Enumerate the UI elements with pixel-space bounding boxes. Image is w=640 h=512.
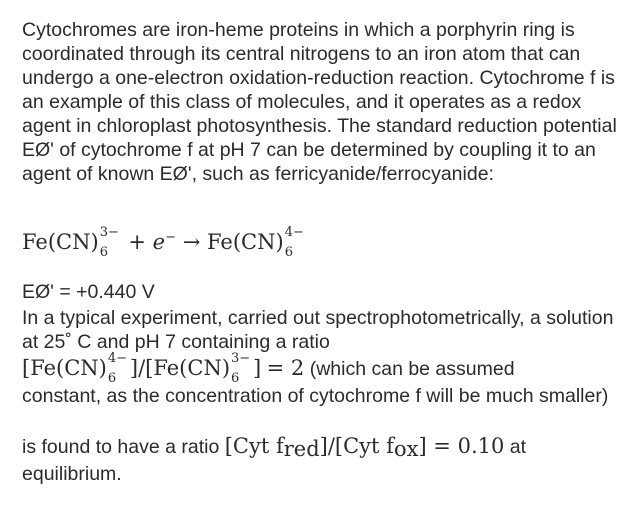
ratio-left-subscript: 6 bbox=[107, 370, 117, 386]
final-suffix: at bbox=[509, 436, 527, 458]
experiment-paragraph: In a typical experiment, carried out spectrophotometrically, a solution at 25˚ C and pH 7 containing a ratio bbox=[22, 307, 614, 353]
intro-paragraph: Cytochromes are iron-heme proteins in which a porphyrin ring is coordinated through its central nitrogens to an iron atom that can undergo a one-electron oxidation-reduction reaction. Cytochrome f is an example of this class of molecules, and it operates as a redox agent in chloroplast photosynthesis. The standard reduction potential EØ' of cytochrome f at pH 7 can be determined by coupling it to an agent of known EØ', such as ferricyanide/ferrocyanide: bbox=[22, 19, 617, 185]
ratio-middle: ]/[Fe(CN) bbox=[129, 356, 231, 380]
ratio-close: ] bbox=[253, 356, 262, 380]
product-charge: 4− bbox=[284, 224, 304, 240]
reactant-charge: 3− bbox=[99, 224, 119, 240]
cyt-between: ]/[Cyt f bbox=[319, 434, 394, 458]
product-subscript: 6 bbox=[284, 244, 293, 260]
cytochrome-ratio-line bbox=[22, 432, 526, 461]
reactant-scripts bbox=[99, 224, 122, 260]
ratio-note: (which can be assumed bbox=[309, 358, 515, 380]
electron-charge: − bbox=[165, 230, 177, 245]
ratio-right-scripts bbox=[231, 350, 253, 386]
equation-product: Fe(CN) bbox=[207, 230, 284, 254]
product-scripts bbox=[284, 224, 307, 260]
end-paragraph: equilibrium. bbox=[22, 463, 122, 485]
equation-electron: e bbox=[152, 230, 166, 254]
ferro-ferri-ratio bbox=[22, 350, 515, 386]
ratio-value: = 2 bbox=[266, 356, 305, 380]
ratio-left-scripts bbox=[107, 350, 130, 386]
red-subscript: red bbox=[283, 437, 320, 461]
ratio-right-charge: 3− bbox=[231, 350, 251, 366]
redox-equation bbox=[22, 224, 307, 260]
constant-paragraph: constant, as the concentration of cytochrome f will be much smaller) bbox=[22, 385, 609, 407]
equation-arrow: → bbox=[182, 230, 201, 254]
reactant-subscript: 6 bbox=[99, 244, 108, 260]
cyt-red: [Cyt f bbox=[224, 434, 284, 458]
equation-plus: + bbox=[128, 230, 146, 254]
ratio-left-charge: 4− bbox=[107, 350, 128, 366]
standard-potential: EØ' = +0.440 V bbox=[22, 281, 155, 303]
equation-reactant: Fe(CN) bbox=[22, 230, 99, 254]
ox-subscript: ox bbox=[393, 437, 419, 461]
ratio-left: [Fe(CN) bbox=[22, 356, 107, 380]
ratio-right-subscript: 6 bbox=[231, 370, 240, 386]
cyt-ratio-value: ] = 0.10 bbox=[418, 434, 505, 458]
final-prefix: is found to have a ratio bbox=[22, 436, 220, 458]
